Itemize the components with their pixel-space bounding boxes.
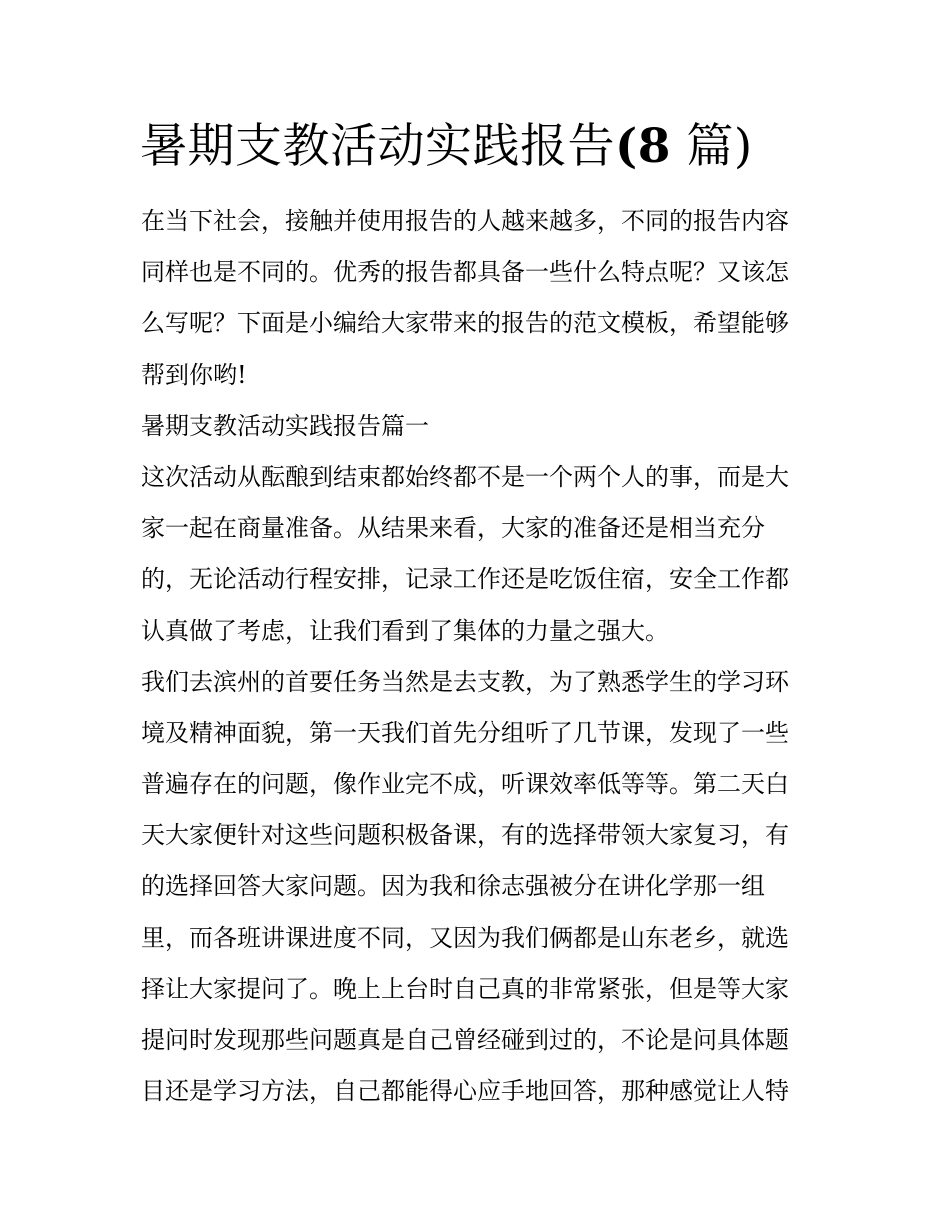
title-count: (8 [615,119,671,174]
paragraph-line: 里，而各班讲课进度不同，又因为我们俩都是山东老乡，就选 [141,923,789,952]
paragraph-line: 我们去滨州的首要任务当然是去支教，为了熟悉学生的学习环 [141,667,789,696]
intro-line-2: 同样也是不同的。优秀的报告都具备一些什么特点呢？又该怎 [141,258,789,287]
document-body [141,196,821,1117]
paragraph-line: 认真做了考虑，让我们看到了集体的力量之强大。 [141,616,669,645]
paragraph-line: 这次活动从酝酿到结束都始终都不是一个两个人的事，而是大 [141,462,789,491]
title-main: 暑期支教活动实践报告 [140,119,615,174]
paragraph-line: 择让大家提问了。晚上上台时自己真的非常紧张，但是等大家 [141,974,789,1003]
paragraph-line: 的选择回答大家问题。因为我和徐志强被分在讲化学那一组 [141,872,765,901]
document-title [140,118,753,176]
paragraph-line: 提问时发现那些问题真是自己曾经碰到过的，不论是问具体题 [141,1026,789,1054]
paragraph-line: 家一起在商量准备。从结果来看，大家的准备还是相当充分 [141,514,765,543]
intro-line-4: 帮到你哟! [141,360,247,389]
paragraph-line: 普遍存在的问题，像作业完不成，听课效率低等等。第二天白 [141,770,789,799]
title-end: 篇) [686,119,753,174]
paragraph-line: 目还是学习方法，自己都能得心应手地回答，那种感觉让人特 [141,1077,789,1106]
intro-line-1: 在当下社会，接触并使用报告的人越来越多，不同的报告内容 [141,207,789,235]
paragraph-line: 境及精神面貌，第一天我们首先分组听了几节课，发现了一些 [141,718,789,747]
section-heading: 暑期支教活动实践报告篇一 [141,411,429,440]
paragraph-line: 天大家便针对这些问题积极备课，有的选择带领大家复习，有 [141,821,789,850]
paragraph-line: 的，无论活动行程安排，记录工作还是吃饭住宿，安全工作都 [141,565,789,594]
intro-line-3: 么写呢？下面是小编给大家带来的报告的范文模板，希望能够 [141,309,789,338]
